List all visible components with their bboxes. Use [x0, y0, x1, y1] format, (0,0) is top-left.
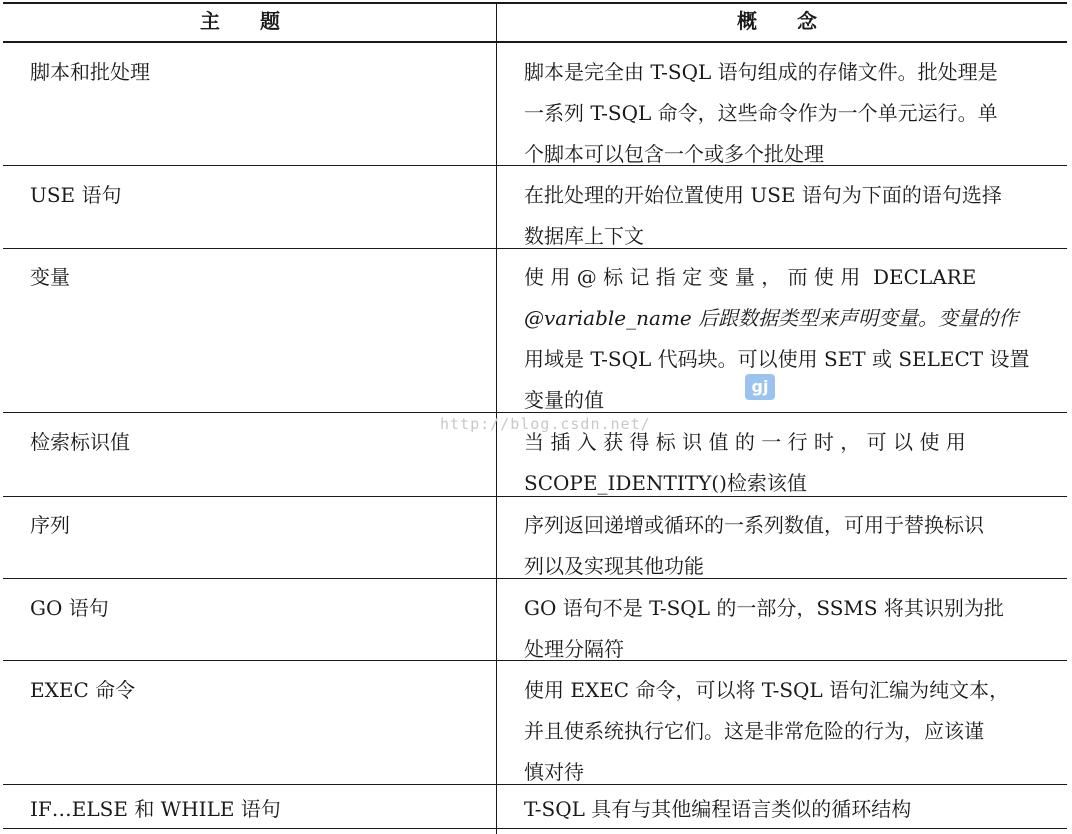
header-concept: 概 念: [737, 9, 817, 33]
row-topic: 变量: [30, 265, 70, 289]
row-topic: 序列: [30, 513, 70, 537]
row-concept-line: 当 插 入 获 得 标 识 值 的 一 行 时 ， 可 以 使 用: [524, 430, 966, 454]
header-topic: 主 题: [200, 9, 280, 33]
row-concept-line: GO 语句不是 T-SQL 的一部分，SSMS 将其识别为批: [524, 596, 1004, 620]
row-topic: GO 语句: [30, 596, 109, 620]
row-concept-line: 变量的值: [524, 388, 604, 412]
row-concept-line: 处理分隔符: [524, 637, 624, 661]
row-topic: IF…ELSE 和 WHILE 语句: [30, 797, 281, 821]
row-concept-line: 用域是 T-SQL 代码块。可以使用 SET 或 SELECT 设置: [524, 347, 1030, 371]
row-topic: 检索标识值: [30, 430, 130, 454]
row-concept-line: 使用 EXEC 命令，可以将 T-SQL 语句汇编为纯文本，: [524, 678, 1010, 702]
row-concept-line: 脚本是完全由 T-SQL 语句组成的存储文件。批处理是: [524, 60, 998, 84]
row-concept-line: 列以及实现其他功能: [524, 554, 704, 578]
row-concept-line: 数据库上下文: [524, 224, 644, 248]
row-concept-line: T-SQL 具有与其他编程语言类似的循环结构: [524, 797, 912, 821]
watermark-text: http://blog.csdn.net/: [440, 415, 651, 433]
row-concept-line: 序列返回递增或循环的一系列数值，可用于替换标识: [524, 513, 984, 537]
row-concept-line: @variable_name 后跟数据类型来声明变量。变量的作: [524, 306, 1019, 330]
row-concept-line: 使 用 @ 标 记 指 定 变 量 ， 而 使 用 DECLARE: [524, 265, 977, 289]
row-concept-line: SCOPE_IDENTITY()检索该值: [524, 471, 807, 495]
row-concept-line: 在批处理的开始位置使用 USE 语句为下面的语句选择: [524, 183, 1002, 207]
row-concept-line: 并且使系统执行它们。这是非常危险的行为，应该谨: [524, 719, 984, 743]
row-concept-line: 一系列 T-SQL 命令，这些命令作为一个单元运行。单: [524, 101, 998, 125]
row-concept-line: 慎对待: [524, 760, 584, 784]
watermark-logo: gj: [745, 374, 775, 400]
row-topic: 脚本和批处理: [30, 60, 150, 84]
header-rule: [3, 41, 1067, 43]
row-topic: EXEC 命令: [30, 678, 136, 702]
row-concept-line: 个脚本可以包含一个或多个批处理: [524, 142, 824, 166]
table-top-rule: [3, 2, 1067, 4]
row-topic: USE 语句: [30, 183, 122, 207]
